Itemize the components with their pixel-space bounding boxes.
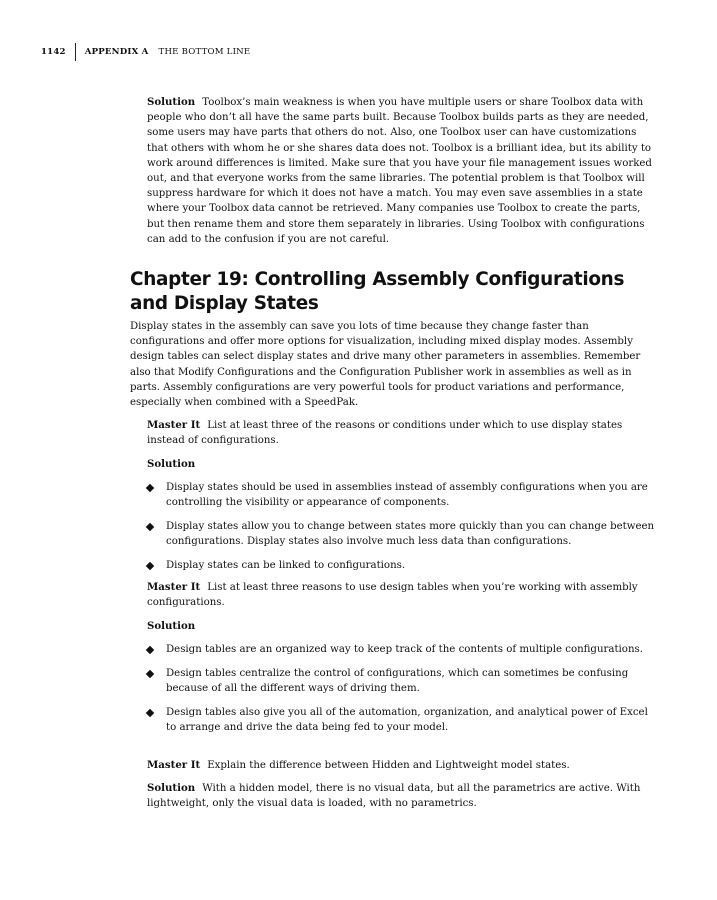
solution-paragraph: [147, 95, 657, 247]
master-it-label: Master It: [147, 419, 201, 431]
solution-label: Solution: [147, 782, 196, 794]
list-item-text: Display states should be used in assemblies instead of assembly configurations when you are controlling the visibility or appearance of components.: [166, 482, 648, 509]
list-item: [147, 519, 657, 549]
solution-label: Solution: [147, 96, 196, 108]
list-item-text: Design tables are an organized way to keep track of the contents of multiple configurations.: [166, 644, 643, 655]
bullet-diamond-icon: [146, 484, 154, 492]
solution-paragraph: [147, 781, 657, 811]
list-item-text: Design tables centralize the control of configurations, which can sometimes be confusing because of all the different ways of driving them.: [166, 667, 629, 694]
list-item: [147, 558, 657, 573]
master-it-text: List at least three of the reasons or conditions under which to use display states instead of configurations.: [147, 420, 623, 447]
master-it-question: [147, 418, 657, 448]
bullet-diamond-icon: [146, 523, 154, 531]
running-header: [41, 42, 250, 62]
solution-text: Toolbox’s main weakness is when you have multiple users or share Toolbox data with people who don’t all have the same parts built. Because Toolbox builds parts as they are needed, some users may have parts that others do not. Also, one Toolbox user can have customizations that others with whom he or she shares data does not. Toolbox is a brilliant idea, but its ability to work around differences is limited. Make sure that you have your file management issues worked out, and that everyone works from the same libraries. The potential problem is that Toolbox will suppress hardware for which it does not have a match. You may even save assemblies in a state where your Toolbox data cannot be retrieved. Many companies use Toolbox to create the parts, but then rename them and store them separately in libraries. Using Toolbox with configurations can add to the confusion if you are not careful.: [147, 97, 652, 245]
list-item: [147, 642, 657, 657]
solution-bullet-list: [147, 642, 657, 744]
solution-text: With a hidden model, there is no visual data, but all the parametrics are active. With lightweight, only the visual data is loaded, with no parametrics.: [147, 783, 641, 810]
master-it-text: List at least three reasons to use design tables when you’re working with assembly configurations.: [147, 582, 638, 609]
page-number: 1142: [41, 47, 66, 57]
solution-label: Solution: [147, 620, 196, 632]
master-it-label: Master It: [147, 759, 201, 771]
chapter-intro: Display states in the assembly can save you lots of time because they change faster than configurations and offer more options for visualization, including mixed display modes. Assembly design tables can select display states and drive many other parameters in assemblies. Remember also that Modify Configurations and the Configuration Publisher work in assemblies as well as in parts. Assembly configurations are very powerful tools for product variations and performance, especially when combined with a SpeedPak.: [130, 321, 641, 409]
master-it-text: Explain the difference between Hidden and Lightweight model states.: [207, 760, 570, 771]
bullet-diamond-icon: [146, 669, 154, 677]
header-divider: [75, 43, 76, 61]
master-it-question: [147, 580, 657, 610]
section-title: THE BOTTOM LINE: [158, 47, 251, 57]
solution-bullet-list: [147, 480, 657, 582]
bullet-diamond-icon: [146, 646, 154, 654]
list-item: [147, 705, 657, 735]
list-item: [147, 666, 657, 696]
master-it-question: [147, 758, 657, 773]
list-item: [147, 480, 657, 510]
master-it-label: Master It: [147, 581, 201, 593]
list-item-text: Display states allow you to change between states more quickly than you can change between configurations. Display states also involve much less data than configurations.: [166, 520, 655, 548]
chapter-heading: Chapter 19: Controlling Assembly Configurations and Display States: [130, 269, 625, 314]
appendix-label: APPENDIX A: [84, 47, 149, 57]
bullet-diamond-icon: [146, 708, 154, 716]
solution-label: Solution: [147, 458, 196, 470]
bullet-diamond-icon: [146, 562, 154, 570]
list-item-text: Design tables also give you all of the automation, organization, and analytical power of Excel to arrange and drive the data being fed to your model.: [166, 706, 648, 733]
list-item-text: Display states can be linked to configurations.: [166, 559, 406, 571]
